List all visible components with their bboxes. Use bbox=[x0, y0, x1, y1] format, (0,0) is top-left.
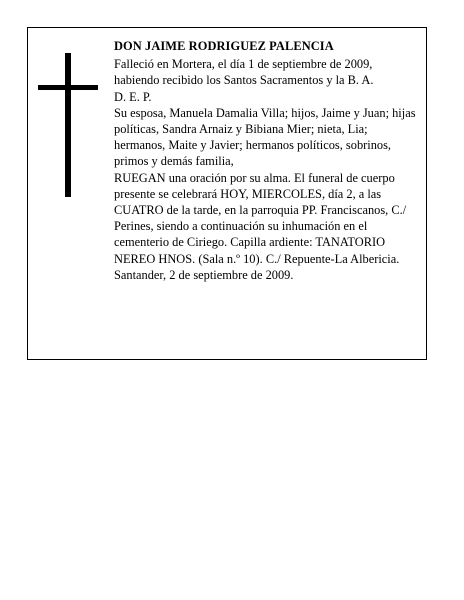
family-list: Su esposa, Manuela Damalia Villa; hijos, Jaime y Juan; hijas políticas, Sandra Arnaiz y Bibiana Mier; nieta, Lia; hermanos, Maite y Javier; hermanos políticos, sobrinos, primos y demás familia, bbox=[114, 105, 416, 169]
cross-vertical-bar bbox=[65, 53, 71, 197]
cross-horizontal-bar bbox=[38, 85, 98, 90]
cross-icon bbox=[38, 53, 98, 197]
funeral-details: RUEGAN una oración por su alma. El funeral de cuerpo presente se celebrará HOY, MIERCOLES, día 2, a las CUATRO de la tarde, en la parroquia PP. Franciscanos, C./ Perines, siendo a continuación su inhumación en el cementerio de Ciriego. Capilla ardiente: TANATORIO NEREO HNOS. (Sala n.º 10). C./ Repuente-La Albericia. bbox=[114, 170, 407, 266]
rip-line: D. E. P. bbox=[114, 89, 152, 104]
death-announcement: Falleció en Mortera, el día 1 de septiembre de 2009, habiendo recibido los Santos Sacramentos y la B. A. bbox=[114, 57, 374, 88]
deceased-name: DON JAIME RODRIGUEZ PALENCIA bbox=[114, 39, 334, 53]
place-and-date: Santander, 2 de septiembre de 2009. bbox=[114, 267, 294, 282]
obituary-text bbox=[114, 38, 420, 283]
